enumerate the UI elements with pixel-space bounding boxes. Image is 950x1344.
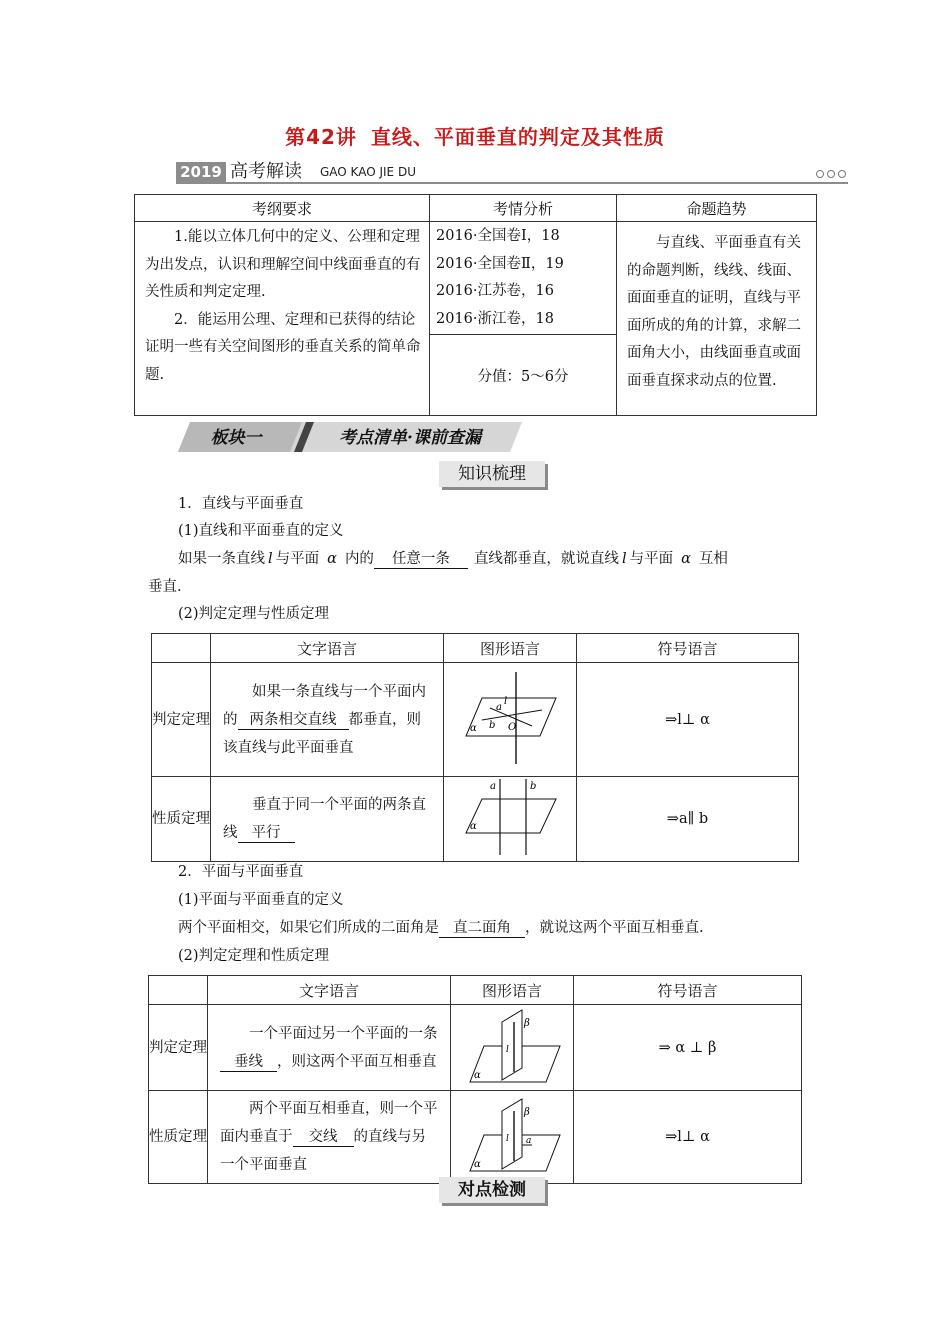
line-plane-table bbox=[151, 633, 799, 862]
block-banner bbox=[178, 422, 522, 452]
plane-perp-property-figure-icon bbox=[462, 1095, 562, 1175]
t2-row1-figure bbox=[444, 663, 577, 777]
label-alpha: α bbox=[470, 722, 477, 734]
t3-header-blank bbox=[149, 976, 208, 1005]
t3-row2-symbol: ⇒l⊥ α bbox=[574, 1091, 802, 1184]
t3-row2-text bbox=[208, 1091, 451, 1184]
analysis-item: 2016·全国卷Ⅰ，18 bbox=[436, 228, 560, 244]
t2-header-figure: 图形语言 bbox=[444, 634, 577, 663]
symbol-l: l bbox=[268, 551, 273, 567]
text-run: 内的 bbox=[344, 551, 374, 567]
block-right-text: 考点清单·课前查漏 bbox=[339, 428, 481, 448]
lesson-title: 直线、平面垂直的判定及其性质 bbox=[370, 125, 665, 149]
s1-sub1: (1)直线和平面垂直的定义 bbox=[178, 523, 344, 539]
symbol-alpha: α bbox=[327, 551, 337, 567]
label-alpha: α bbox=[470, 821, 477, 832]
banner-cn: 高考解读 bbox=[230, 161, 302, 182]
t3-row1-label: 判定定理 bbox=[149, 1005, 208, 1091]
text-run: 的直线与另一个平面垂直 bbox=[220, 1129, 426, 1173]
knowledge-label: 知识梳理 bbox=[439, 461, 545, 487]
analysis-item: 2016·浙江卷，18 bbox=[436, 310, 554, 327]
text-run: 如果一条直线与一个平面内的 bbox=[223, 683, 426, 728]
s2-definition bbox=[178, 918, 704, 938]
t3-header-figure: 图形语言 bbox=[451, 976, 574, 1005]
t3-header-symbol: 符号语言 bbox=[574, 976, 802, 1005]
t3-row1-text bbox=[208, 1005, 451, 1091]
requirement-2: 2．能运用公理、定理和已获得的结论证明一些有关空间图形的垂直关系的简单命题. bbox=[145, 311, 421, 383]
fill-blank: 两条相交直线 bbox=[238, 711, 349, 730]
trend-cell: 与直线、平面垂直有关的命题判断，线线、线面、面面垂直的证明，直线与平面所成的角的计算，求解二面角大小，由线面垂直或面面垂直探求动点的位置. bbox=[617, 222, 817, 416]
fill-blank: 平行 bbox=[238, 824, 295, 843]
label-b: b bbox=[489, 719, 496, 731]
t2-row2-figure bbox=[444, 777, 577, 862]
parallel-lines-figure-icon bbox=[460, 777, 560, 857]
exam-header-trend: 命题趋势 bbox=[617, 195, 817, 222]
label-a: a bbox=[496, 701, 502, 713]
label-l: l bbox=[506, 1044, 509, 1055]
requirements-cell bbox=[135, 222, 430, 416]
t2-row2-text bbox=[211, 777, 444, 862]
t3-row1-symbol: ⇒ α ⊥ β bbox=[574, 1005, 802, 1091]
text-run: 互相 bbox=[698, 551, 728, 567]
text-run: 两个平面相交，如果它们所成的二面角是 bbox=[178, 920, 439, 936]
block-left-text: 板块一 bbox=[210, 428, 262, 448]
s2-sub2: (2)判定定理和性质定理 bbox=[178, 948, 330, 964]
banner-year: 2019 bbox=[176, 162, 226, 182]
check-label: 对点检测 bbox=[439, 1177, 545, 1203]
text-run: 两个平面互相垂直，则一个平面内垂直于 bbox=[220, 1101, 438, 1145]
line-perp-plane-figure-icon bbox=[460, 668, 560, 768]
text-run: ，则这两个平面互相垂直 bbox=[277, 1053, 437, 1070]
exam-table bbox=[134, 194, 817, 416]
exam-header-ana: 考情分析 bbox=[430, 195, 617, 222]
fill-blank: 直二面角 bbox=[439, 919, 525, 938]
symbol-alpha: α bbox=[681, 551, 691, 567]
text-run: ，就说这两个平面互相垂直. bbox=[525, 920, 704, 936]
t3-row2-label: 性质定理 bbox=[149, 1091, 208, 1184]
t3-row2-figure bbox=[451, 1091, 574, 1184]
label-b: b bbox=[530, 781, 537, 792]
s1-definition bbox=[178, 549, 728, 569]
exam-header-req: 考纲要求 bbox=[135, 195, 430, 222]
t2-header-blank bbox=[152, 634, 211, 663]
s1-sub2: (2)判定定理与性质定理 bbox=[178, 606, 330, 622]
text-run: 如果一条直线 bbox=[178, 551, 265, 567]
label-beta: β bbox=[524, 1107, 530, 1118]
score-cell: 分值：5～6分 bbox=[430, 335, 617, 416]
s2-title: 2．平面与平面垂直 bbox=[178, 864, 304, 880]
text-run: 与平面 bbox=[629, 551, 674, 567]
exam-banner bbox=[176, 160, 848, 184]
text-run: 垂直于同一个平面的两条直线 bbox=[223, 797, 426, 841]
t3-row1-figure bbox=[451, 1005, 574, 1091]
banner-en: GAO KAO JIE DU bbox=[320, 165, 416, 179]
s1-title: 1．直线与平面垂直 bbox=[178, 496, 304, 512]
plane-perp-figure-icon bbox=[462, 1006, 562, 1086]
t2-row2-symbol: ⇒a∥ b bbox=[577, 777, 799, 862]
analysis-item: 2016·江苏卷，16 bbox=[436, 283, 554, 299]
requirement-1: 1.能以立体几何中的定义、公理和定理为出发点，认识和理解空间中线面垂直的有关性质和判定定理. bbox=[145, 229, 421, 300]
banner-rule bbox=[176, 182, 848, 184]
decor-dots-icon bbox=[813, 166, 846, 182]
label-O: O bbox=[508, 721, 517, 733]
label-a: a bbox=[490, 781, 496, 792]
t2-header-symbol: 符号语言 bbox=[577, 634, 799, 663]
t3-header-text: 文字语言 bbox=[208, 976, 451, 1005]
t2-header-text: 文字语言 bbox=[211, 634, 444, 663]
t2-row1-text bbox=[211, 663, 444, 777]
label-alpha: α bbox=[474, 1069, 481, 1081]
plane-plane-table bbox=[148, 975, 802, 1184]
analysis-cell bbox=[430, 222, 617, 335]
text-run: 一个平面过另一个平面的一条 bbox=[249, 1025, 438, 1042]
text-run: 与平面 bbox=[275, 551, 320, 567]
lesson-number: 第42讲 bbox=[285, 125, 357, 149]
text-run: 都垂直，则该直线与此平面垂直 bbox=[223, 711, 421, 756]
label-a: a bbox=[526, 1136, 532, 1146]
fill-blank: 交线 bbox=[293, 1128, 354, 1147]
symbol-l: l bbox=[621, 551, 627, 567]
fill-blank: 任意一条 bbox=[374, 550, 468, 569]
label-alpha: α bbox=[474, 1159, 481, 1170]
label-beta: β bbox=[524, 1017, 530, 1029]
s1-definition-cont: 垂直. bbox=[148, 579, 182, 595]
t2-row1-symbol: ⇒l⊥ α bbox=[577, 663, 799, 777]
t2-row1-label: 判定定理 bbox=[152, 663, 211, 777]
s2-sub1: (1)平面与平面垂直的定义 bbox=[178, 892, 344, 908]
fill-blank: 垂线 bbox=[220, 1053, 277, 1072]
t2-row2-label: 性质定理 bbox=[152, 777, 211, 862]
analysis-item: 2016·全国卷Ⅱ，19 bbox=[436, 255, 564, 272]
page-title bbox=[0, 121, 950, 150]
label-l: l bbox=[504, 695, 508, 707]
text-run: 直线都垂直，就说直线 bbox=[473, 551, 619, 567]
label-l: l bbox=[506, 1134, 509, 1144]
